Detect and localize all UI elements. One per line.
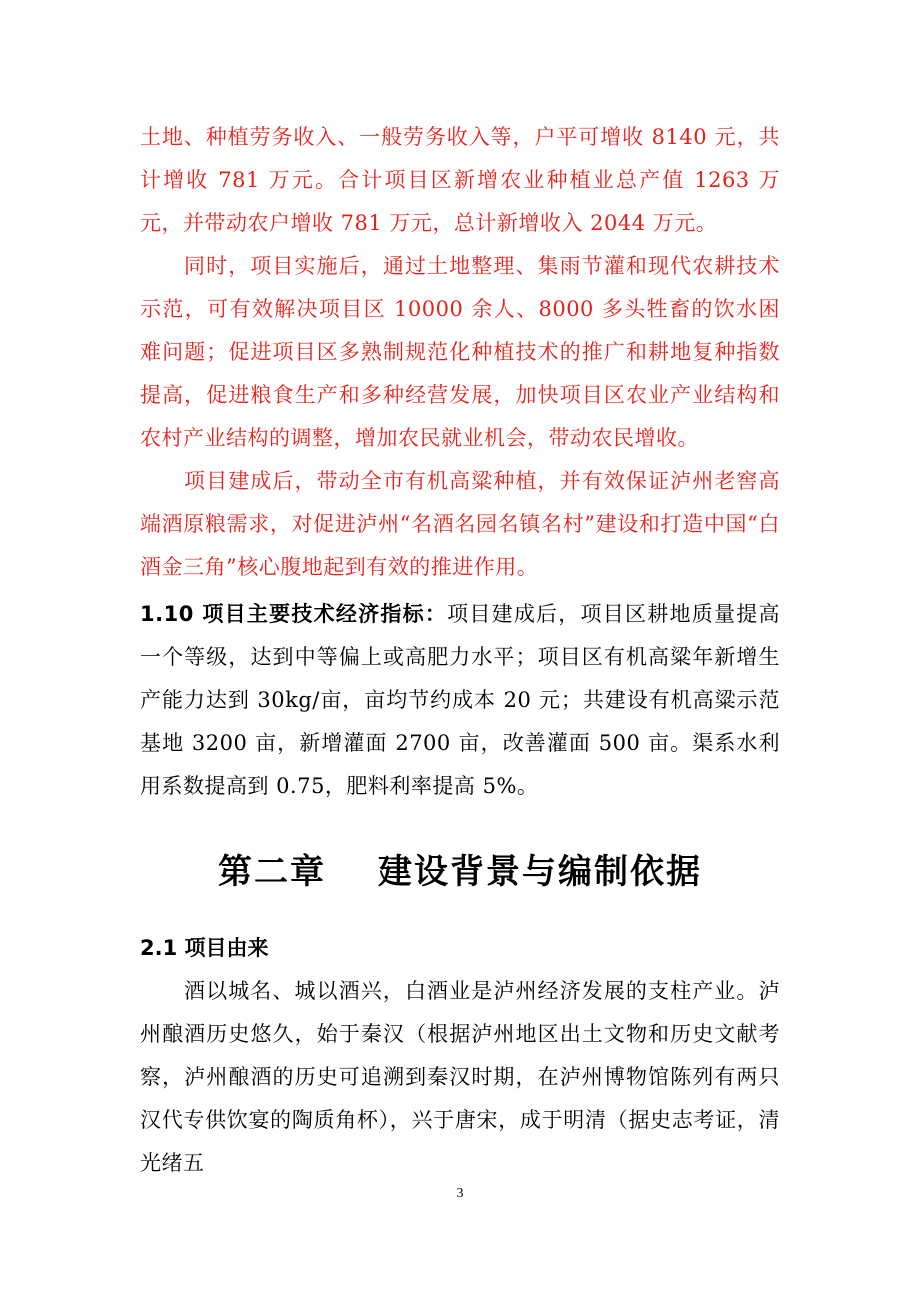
page-content xyxy=(140,116,780,1185)
indicators-heading: 1.10 项目主要技术经济指标： xyxy=(140,602,448,626)
paragraph-origin: 酒以城名、城以酒兴，白酒业是泸州经济发展的支柱产业。泸州酿酒历史悠久，始于秦汉（根据泸州地区出土文物和历史文献考察，泸州酿酒的历史可追溯到秦汉时期，在泸州博物馆陈列有两只汉代专供饮宴的陶质角杯），兴于唐宋，成于明清（据史志考证，清光绪五 xyxy=(140,979,780,1175)
chapter-title: 建设背景与编制依据 xyxy=(378,852,702,892)
page-number: 3 xyxy=(456,1186,464,1201)
paragraph-impact: 项目建成后，带动全市有机高粱种植，并有效保证泸州老窖高端酒原粮需求，对促进泸州“名酒名园名镇名村”建设和打造中国“白酒金三角”核心腹地起到有效的推进作用。 xyxy=(140,469,780,579)
indicators-text: 项目建成后，项目区耕地质量提高一个等级，达到中等偏上或高肥力水平；项目区有机高粱年新增生产能力达到 30kg/亩，亩均节约成本 20 元；共建设有机高粱示范基地 3200 亩，新增灌面 2700 亩，改善灌面 500 亩。渠系水利用系数提高到 0.75，肥料利率提高 5%。 xyxy=(140,602,781,798)
paragraph-income: 土地、种植劳务收入、一般劳务收入等，户平可增收 8140 元，共计增收 781 万元。合计项目区新增农业种植业总产值 1263 万元，并带动农户增收 781 万元，总计新增收入 2044 万元。 xyxy=(140,125,780,235)
chapter-heading xyxy=(140,836,780,908)
chapter-number: 第二章 xyxy=(218,852,326,892)
paragraph-indicators xyxy=(140,593,780,808)
section-heading: 2.1 项目由来 xyxy=(140,936,269,960)
paragraph-benefits: 同时，项目实施后，通过土地整理、集雨节灌和现代农耕技术示范，可有效解决项目区 10000 余人、8000 多头牲畜的饮水困难问题；促进项目区多熟制规范化种植技术的推广和耕地复种指数提高，促进粮食生产和多种经营发展，加快项目区农业产业结构和农村产业结构的调整，增加农民就业机会，带动农民增收。 xyxy=(140,254,780,450)
